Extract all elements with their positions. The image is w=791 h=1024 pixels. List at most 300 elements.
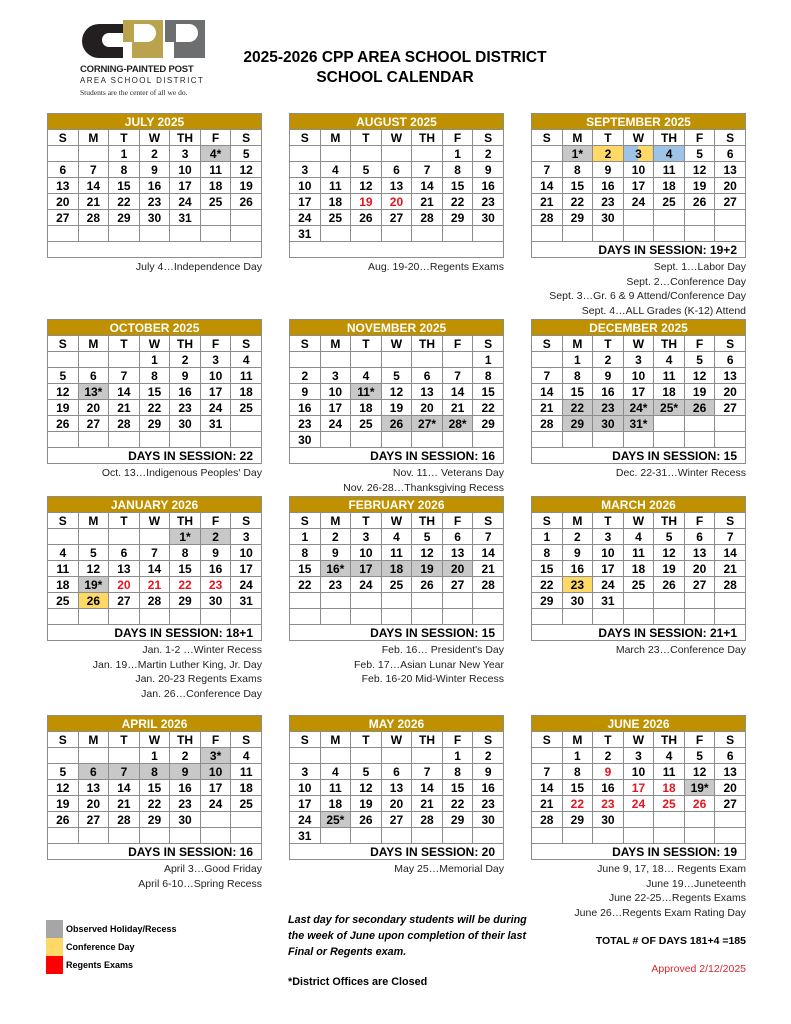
day-cell: 23 [562,577,593,593]
day-cell: 20 [442,561,473,577]
week-row [48,226,262,242]
week-row [48,577,262,593]
month-block [531,113,746,318]
day-cell: 23 [593,796,624,812]
day-cell: 15 [442,780,473,796]
weekday-label: TH [654,130,685,146]
week-row [290,609,504,625]
day-cell [320,609,351,625]
weekday-label: T [593,336,624,352]
day-cell [78,748,109,764]
day-cell: 29 [109,210,140,226]
event-note: June 26…Regents Exam Rating Day [574,906,746,919]
day-cell [593,828,624,844]
day-cell: 4 [231,748,262,764]
day-cell: 5 [48,764,79,780]
week-row [532,432,746,448]
day-cell: 27 [48,210,79,226]
month-header: APRIL 2026 [48,716,262,732]
day-cell: 26 [654,577,685,593]
day-cell [562,432,593,448]
day-cell: 29 [532,593,563,609]
day-cell: 20 [715,384,746,400]
day-cell: 5 [684,146,715,162]
event-note: March 23…Conference Day [615,644,746,656]
week-row [532,384,746,400]
day-cell [684,432,715,448]
day-cell: 25 [231,796,262,812]
week-row [532,780,746,796]
day-cell [412,226,443,242]
day-cell: 8 [562,162,593,178]
day-cell: 22 [562,400,593,416]
day-cell [109,226,140,242]
weekday-label: W [623,130,654,146]
total-days: TOTAL # OF DAYS 181+4 =185 [595,935,746,947]
day-cell: 26 [231,194,262,210]
day-cell: 24 [623,796,654,812]
day-cell: 23 [593,194,624,210]
weekday-label: W [139,130,170,146]
week-row [532,368,746,384]
day-cell [170,828,201,844]
day-cell [109,748,140,764]
weekday-label: F [684,513,715,529]
day-cell: 29 [473,416,504,432]
day-cell: 22 [109,194,140,210]
weekday-label: TH [654,732,685,748]
day-cell [351,432,382,448]
month-block [289,715,504,877]
event-note: Sept. 3…Gr. 6 & 9 Attend/Conference Day [549,290,746,303]
weekday-label: F [200,732,231,748]
weekday-label: M [320,130,351,146]
day-cell: 26 [684,400,715,416]
day-cell [290,146,321,162]
day-cell: 16 [170,780,201,796]
days-in-session [48,242,262,258]
day-cell: 5 [412,529,443,545]
week-row [290,764,504,780]
day-cell: 3 [200,352,231,368]
day-cell: 16 [473,178,504,194]
month-table [289,113,504,258]
day-cell [684,812,715,828]
week-row [48,194,262,210]
day-cell [139,828,170,844]
day-cell: 15 [562,780,593,796]
weekday-label: S [532,336,563,352]
day-cell: 27 [684,577,715,593]
weekday-label: W [623,336,654,352]
day-cell: 26 [412,577,443,593]
day-cell: 4 [231,352,262,368]
day-cell: 26 [684,194,715,210]
weekday-label: T [109,732,140,748]
day-cell: 31 [290,828,321,844]
event-note: Nov. 26-28…Thanksgiving Recess [343,481,504,494]
day-cell [78,609,109,625]
event-note: Jan. 19…Martin Luther King, Jr. Day [92,658,262,671]
day-cell [381,146,412,162]
event-note: Nov. 11… Veterans Day [392,467,504,479]
day-cell [623,210,654,226]
month-notes [531,643,746,658]
event-note: July 4…Independence Day [135,261,262,273]
weekday-label: S [48,130,79,146]
weekday-label: S [290,130,321,146]
day-cell [654,210,685,226]
day-cell: 21 [412,796,443,812]
week-row [532,194,746,210]
day-cell: 2 [320,529,351,545]
day-cell: 3* [200,748,231,764]
month-notes [47,260,262,275]
day-cell: 15 [139,780,170,796]
week-row [48,748,262,764]
day-cell: 6 [78,764,109,780]
day-cell [442,352,473,368]
day-cell: 19* [684,780,715,796]
day-cell: 13 [684,545,715,561]
weekday-label: M [320,732,351,748]
day-cell: 24* [623,400,654,416]
days-in-session: DAYS IN SESSION: 15 [532,448,746,464]
day-cell: 7 [412,162,443,178]
day-cell [48,432,79,448]
week-row [48,764,262,780]
day-cell: 22 [532,577,563,593]
day-cell [684,210,715,226]
weekday-label: W [139,513,170,529]
day-cell: 13 [381,178,412,194]
week-row [532,577,746,593]
day-cell: 24 [290,812,321,828]
day-cell: 8 [139,764,170,780]
day-cell [48,609,79,625]
day-cell: 20 [715,780,746,796]
day-cell: 8 [532,545,563,561]
day-cell: 19* [78,577,109,593]
day-cell: 10 [320,384,351,400]
day-cell: 27 [381,210,412,226]
day-cell: 14 [412,780,443,796]
day-cell: 28 [109,416,140,432]
legend-item-regents [46,956,177,974]
day-cell: 24 [170,194,201,210]
day-cell: 23 [170,400,201,416]
month-header: DECEMBER 2025 [532,320,746,336]
day-cell: 14 [532,178,563,194]
day-cell: 29 [562,812,593,828]
weekday-label: S [231,130,262,146]
day-cell: 14 [532,780,563,796]
day-cell: 19 [412,561,443,577]
day-cell: 11 [654,162,685,178]
day-cell: 2 [139,146,170,162]
day-cell: 28 [139,593,170,609]
month-notes [289,260,504,275]
month-header: AUGUST 2025 [290,114,504,130]
day-cell: 24 [200,796,231,812]
day-cell: 12 [231,162,262,178]
month-block [531,496,746,658]
regents-swatch [46,956,63,974]
week-row [48,146,262,162]
week-row [532,609,746,625]
day-cell: 11 [654,764,685,780]
month-notes [289,466,504,495]
day-cell [715,828,746,844]
weekday-label: TH [170,336,201,352]
page-title [230,48,560,88]
day-cell: 9 [139,162,170,178]
week-row [48,368,262,384]
day-cell [381,593,412,609]
day-cell: 25* [654,400,685,416]
week-row [532,796,746,812]
day-cell: 12 [48,780,79,796]
days-in-session: DAYS IN SESSION: 16 [290,448,504,464]
day-cell [562,226,593,242]
day-cell: 8 [139,368,170,384]
day-cell: 30 [593,416,624,432]
weekday-label: F [442,336,473,352]
day-cell: 26 [78,593,109,609]
day-cell: 19 [684,384,715,400]
day-cell: 20 [78,400,109,416]
day-cell [532,146,563,162]
day-cell: 23 [473,796,504,812]
weekday-label: F [442,732,473,748]
day-cell: 26 [684,796,715,812]
week-row [290,748,504,764]
day-cell: 13 [715,162,746,178]
day-cell: 5 [351,764,382,780]
day-cell: 6 [109,545,140,561]
day-cell: 9 [170,764,201,780]
weekday-label: S [473,336,504,352]
week-row [532,529,746,545]
day-cell: 14 [78,178,109,194]
day-cell [109,529,140,545]
event-note: Feb. 17…Asian Lunar New Year [353,658,504,671]
day-cell: 12 [48,384,79,400]
day-cell: 22 [170,577,201,593]
weekday-label: TH [412,732,443,748]
day-cell: 20 [684,561,715,577]
day-cell: 28 [78,210,109,226]
day-cell: 24 [623,194,654,210]
day-cell: 28* [442,416,473,432]
day-cell: 16 [139,178,170,194]
day-cell [654,609,685,625]
day-cell [48,748,79,764]
day-cell: 11 [200,162,231,178]
day-cell: 10 [231,545,262,561]
day-cell: 21 [109,796,140,812]
day-cell: 12 [78,561,109,577]
week-row [48,210,262,226]
day-cell: 22 [562,796,593,812]
day-cell: 25 [351,416,382,432]
day-cell: 14 [412,178,443,194]
day-cell: 17 [200,384,231,400]
day-cell: 3 [351,529,382,545]
day-cell: 25 [320,210,351,226]
day-cell: 12 [351,780,382,796]
day-cell: 16 [593,384,624,400]
day-cell: 23 [139,194,170,210]
day-cell [139,432,170,448]
day-cell [48,146,79,162]
day-cell: 7 [78,162,109,178]
day-cell: 13 [381,780,412,796]
day-cell: 4 [320,764,351,780]
day-cell: 21 [715,561,746,577]
week-row [532,210,746,226]
day-cell: 9 [562,545,593,561]
week-row [48,828,262,844]
day-cell: 9 [593,162,624,178]
day-cell: 7 [532,368,563,384]
weekday-label: TH [170,130,201,146]
day-cell: 12 [351,178,382,194]
day-cell [412,146,443,162]
day-cell [231,226,262,242]
day-cell: 1 [442,748,473,764]
day-cell: 21 [532,400,563,416]
weekday-label: TH [654,513,685,529]
day-cell: 4 [381,529,412,545]
day-cell: 12 [412,545,443,561]
legend-label: Regents Exams [66,960,134,970]
day-cell: 10 [623,368,654,384]
day-cell: 10 [290,780,321,796]
weekday-label: F [684,336,715,352]
day-cell: 25 [654,194,685,210]
month-block [289,496,504,687]
month-header: JANUARY 2026 [48,497,262,513]
title-line-1: 2025-2026 CPP AREA SCHOOL DISTRICT [243,49,547,66]
day-cell: 28 [109,812,140,828]
weekday-label: M [78,513,109,529]
day-cell: 10 [200,764,231,780]
day-cell: 4 [623,529,654,545]
month-header: FEBRUARY 2026 [290,497,504,513]
day-cell: 26 [351,812,382,828]
day-cell: 31 [593,593,624,609]
day-cell: 24 [351,577,382,593]
day-cell [684,226,715,242]
week-row [48,416,262,432]
day-cell [109,609,140,625]
month-table [47,113,262,258]
weekday-label: S [473,130,504,146]
day-cell [109,828,140,844]
day-cell [48,529,79,545]
day-cell: 16* [320,561,351,577]
weekday-label: M [78,732,109,748]
day-cell: 23 [593,400,624,416]
day-cell: 22 [139,400,170,416]
month-header: JUNE 2026 [532,716,746,732]
day-cell: 9 [290,384,321,400]
weekday-label: F [200,130,231,146]
day-cell: 31* [623,416,654,432]
day-cell [412,748,443,764]
day-cell [442,828,473,844]
event-note: June 22-25…Regents Exams [608,892,746,905]
day-cell: 30 [170,812,201,828]
day-cell [684,609,715,625]
day-cell: 7 [715,529,746,545]
day-cell: 8 [109,162,140,178]
day-cell: 1 [139,748,170,764]
month-notes [47,862,262,891]
day-cell: 9 [320,545,351,561]
weekday-label: M [78,130,109,146]
day-cell: 5 [684,748,715,764]
day-cell: 17 [593,561,624,577]
day-cell [412,593,443,609]
day-cell [78,146,109,162]
day-cell: 20 [48,194,79,210]
logo-district-sub: AREA SCHOOL DISTRICT [80,76,205,85]
day-cell: 25 [654,796,685,812]
month-notes [289,862,504,877]
day-cell: 16 [290,400,321,416]
day-cell: 6 [381,764,412,780]
week-row [290,194,504,210]
day-cell: 18 [320,796,351,812]
day-cell [381,352,412,368]
day-cell [715,226,746,242]
weekday-label: S [715,513,746,529]
weekday-label: M [320,336,351,352]
day-cell [654,812,685,828]
days-in-session: DAYS IN SESSION: 18+1 [48,625,262,641]
day-cell: 2 [593,748,624,764]
week-row [48,561,262,577]
day-cell [684,416,715,432]
month-notes [47,466,262,481]
day-cell [109,432,140,448]
day-cell: 15 [170,561,201,577]
day-cell: 19 [48,796,79,812]
day-cell: 4 [654,748,685,764]
day-cell: 5 [351,162,382,178]
month-table [47,319,262,464]
last-day-note: Last day for secondary students will be during the week of June upon completion of their last Final or Regents exam. [288,914,527,958]
day-cell: 29 [442,210,473,226]
day-cell: 17 [351,561,382,577]
weekday-label: T [593,513,624,529]
day-cell: 4 [351,368,382,384]
week-row [290,210,504,226]
day-cell: 6 [48,162,79,178]
day-cell [715,432,746,448]
event-note: Feb. 16… President's Day [381,644,504,656]
day-cell [320,593,351,609]
day-cell: 15 [562,384,593,400]
event-note: April 6-10…Spring Recess [138,877,262,890]
day-cell: 18 [231,780,262,796]
day-cell: 29 [170,593,201,609]
month-block [47,113,262,275]
days-in-session: DAYS IN SESSION: 20 [290,844,504,860]
day-cell: 16 [593,780,624,796]
